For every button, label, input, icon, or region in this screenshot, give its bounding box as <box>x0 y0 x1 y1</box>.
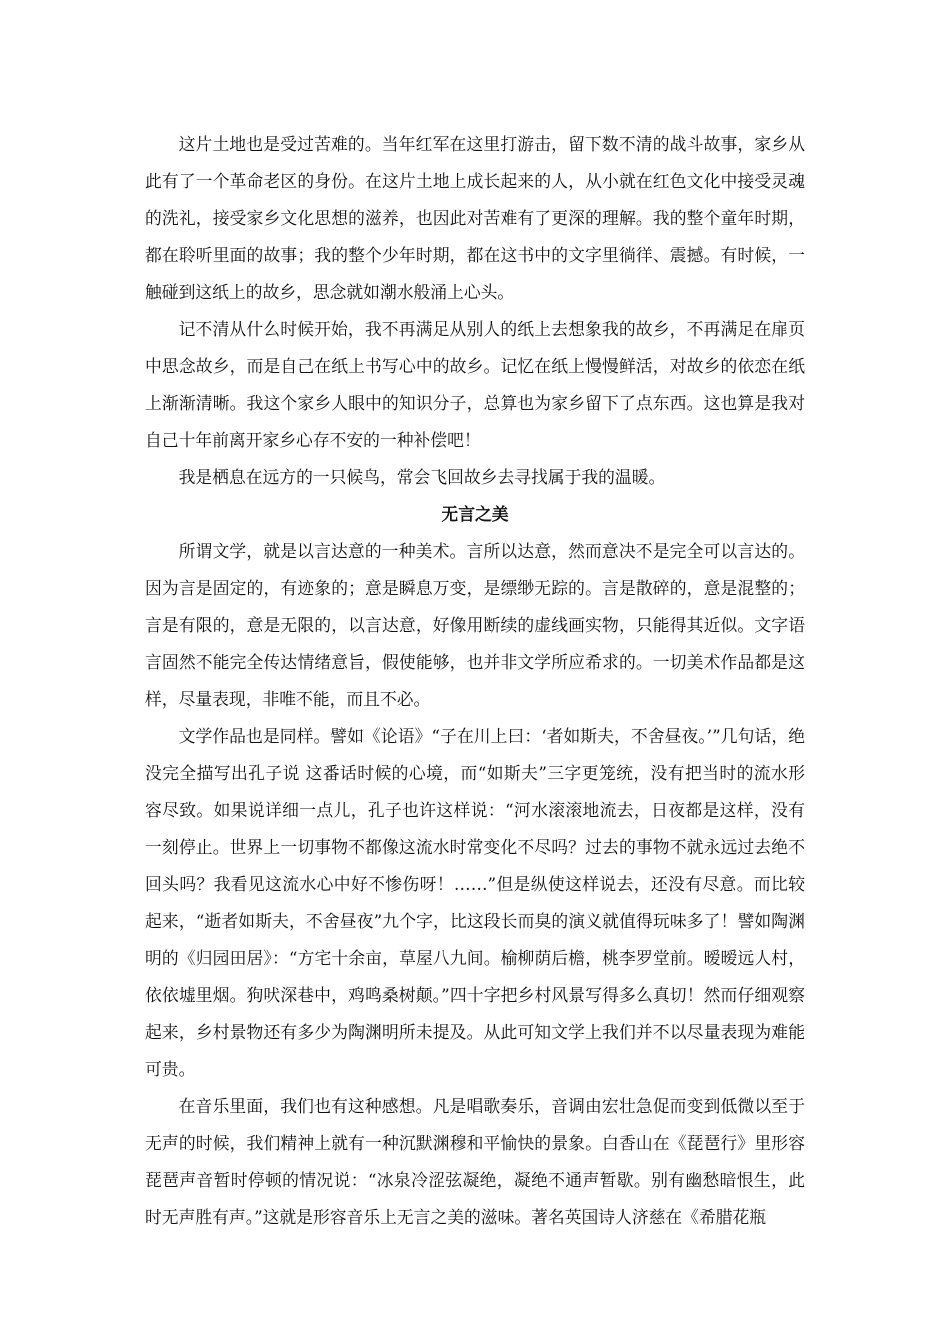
essay-title: 无言之美 <box>441 504 509 524</box>
paragraph-writing-hometown: 记不清从什么时候开始，我不再满足从别人的纸上去想象我的故乡，不再满足在扉页中思念故乡，而是自己在纸上书写心中的故乡。记忆在纸上慢慢鲜活，对故乡的依恋在纸上渐渐清晰。我这个家乡人眼中的知识分子，总算也为家乡留下了点东西。这也算是我对自己十年前离开家乡心存不安的一种补偿吧！ <box>145 319 805 450</box>
paragraph-music: 在音乐里面，我们也有这种感想。凡是唱歌奏乐，音调由宏壮急促而变到低微以至于无声的时候，我们精神上就有一种沉默渊穆和平愉快的景象。白香山在《琵琶行》里形容琵琶声音暂时停顿的情况说：“冰泉冷涩弦凝绝，凝绝不通声暂歇。别有幽愁暗恨生，此时无声胜有声。”这就是形容音乐上无言之美的滋味。著名英国诗人济慈在《希腊花瓶 <box>145 1096 805 1227</box>
document-page <box>145 126 805 1236</box>
paragraph-literary-examples: 文学作品也是同样。譬如《论语》“子在川上曰：‘者如斯夫，不舍昼夜。’”几句话，绝没完全描写出孔子说 这番话时候的心境，而“如斯夫”三字更笼统，没有把当时的流水形容尽致。如果说详细一点儿，孔子也许这样说：“河水滚滚地流去，日夜都是这样，没有一刻停止。世界上一切事物不都像这流水时常变化不尽吗？过去的事物不就永远过去绝不回头吗？我看见这流水心中好不惨伤呀！……”但是纵使这样说去，还没有尽意。而比较起来，“逝者如斯夫，不舍昼夜”九个字，比这段长而臭的演义就值得玩味多了！譬如陶渊明的《归园田居》：“方宅十余亩，草屋八九间。榆柳荫后檐，桃李罗堂前。暧暧远人村，依依墟里烟。狗吠深巷中，鸡鸣桑树颠。”四十字把乡村风景写得多么真切！然而仔细观察起来，乡村景物还有多少为陶渊明所未提及。从此可知文学上我们并不以尽量表现为难能可贵。 <box>145 726 805 1079</box>
paragraph-migratory-bird: 我是栖息在远方的一只候鸟，常会飞回故乡去寻找属于我的温暖。 <box>178 467 666 487</box>
paragraph-literature-definition: 所谓文学，就是以言达意的一种美术。言所以达意，然而意决不是完全可以言达的。因为言是固定的，有迹象的；意是瞬息万变，是缥缈无踪的。言是散碎的，意是混整的；言是有限的，意是无限的，以言达意，好像用断续的虚线画实物，只能得其近似。文字语言固然不能完全传达情绪意旨，假使能够，也并非文学所应希求的。一切美术作品都是这样，尽量表现，非唯不能，而且不必。 <box>145 541 805 709</box>
paragraph-hometown-suffering: 这片土地也是受过苦难的。当年红军在这里打游击，留下数不清的战斗故事，家乡从此有了一个革命老区的身份。在这片土地上成长起来的人，从小就在红色文化中接受灵魂的洗礼，接受家乡文化思想的滋养，也因此对苦难有了更深的理解。我的整个童年时期，都在聆听里面的故事；我的整个少年时期，都在这书中的文字里徜徉、震撼。有时候，一触碰到这纸上的故乡，思念就如潮水般涌上心头。 <box>145 134 805 302</box>
